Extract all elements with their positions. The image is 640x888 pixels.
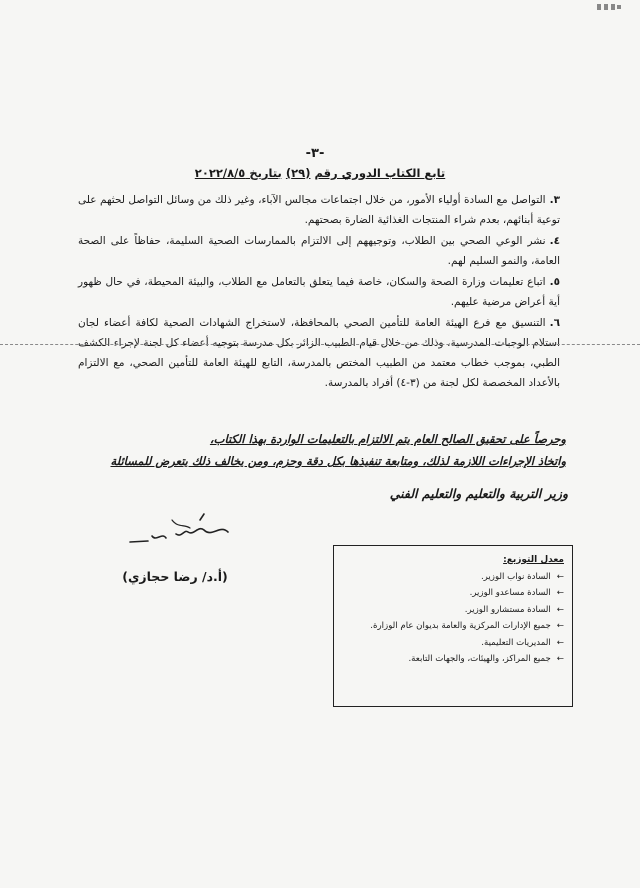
arrow-left-icon: ← [556, 621, 564, 631]
distribution-item: ←السادة نواب الوزير. [340, 569, 564, 586]
distribution-title: معدل التوزيع: [503, 555, 564, 565]
distribution-item: ←جميع الإدارات المركزية والعامة بديوان عام الوزارة. [340, 618, 564, 635]
circular-number: (٢٩) [285, 166, 311, 180]
item-number: ٤. [549, 235, 560, 247]
handwritten-signature [108, 508, 248, 568]
arrow-left-icon: ← [556, 588, 564, 598]
closing-paragraph [76, 428, 566, 472]
signatory-name: (أ.د/ رضا حجازي) [122, 569, 228, 584]
minister-title: وزير التربية والتعليم والتعليم الفني [389, 486, 568, 501]
phone-status-icon [596, 2, 622, 12]
arrow-left-icon: ← [556, 654, 564, 664]
circular-date: بتاريخ ٢٠٢٢/٨/٥ [194, 166, 282, 180]
instructions-list [78, 190, 560, 394]
fold-line [0, 344, 640, 345]
list-item [78, 231, 560, 271]
list-item [78, 313, 560, 393]
distribution-box [333, 545, 573, 707]
heading-prefix: تابع الكتاب الدوري رقم [314, 166, 446, 180]
arrow-left-icon: ← [556, 571, 564, 582]
item-number: ٣. [549, 194, 560, 206]
distribution-item: ←السادة مستشارو الوزير. [340, 602, 564, 619]
item-text: التواصل مع السادة أولياء الأمور، من خلال اجتماعات مجالس الآباء، وغير ذلك من وسائل التواصل لحثهم على توعية أبنائهم، بعدم شراء المنتجات الغذائية الضارة بصحتهم. [78, 194, 560, 226]
distribution-item: ←جميع المراكز، والهيئات، والجهات التابعة. [340, 651, 564, 668]
document-heading [150, 166, 490, 180]
item-number: ٦. [549, 317, 560, 329]
list-item [78, 272, 560, 312]
closing-line: واتخاذ الإجراءات اللازمة لذلك، ومتابعة تنفيذها بكل دقة وحزم، ومن يخالف ذلك يتعرض للمسائلة [110, 454, 566, 468]
page-number: -٣- [305, 146, 325, 161]
item-text: اتباع تعليمات وزارة الصحة والسكان، خاصة فيما يتعلق بالتعامل مع الطلاب، والبيئة المحيطة، في حال ظهور أية أعراض مرضية عليهم. [78, 276, 560, 308]
closing-line: وحرصاً على تحقيق الصالح العام يتم الالتزام بالتعليمات الواردة بهذا الكتاب، [209, 432, 566, 446]
arrow-left-icon: ← [556, 637, 564, 648]
item-number: ٥. [549, 276, 560, 288]
distribution-item: ←المديريات التعليمية. [340, 635, 564, 652]
item-text: نشر الوعي الصحي بين الطلاب، وتوجيههم إلى الالتزام بالممارسات الصحية السليمة، حفاظاً على الصحة العامة، والنمو السليم لهم. [78, 235, 560, 267]
distribution-item: ←السادة مساعدو الوزير. [340, 585, 564, 602]
list-item [78, 190, 560, 230]
arrow-left-icon: ← [556, 604, 564, 615]
item-text: التنسيق مع فرع الهيئة العامة للتأمين الصحي بالمحافظة، لاستخراج الشهادات الصحية لكافة أعضاء لجان استلام الوجبات المدرسية، وذلك من خلال قيام الطبيب الزائر بكل مدرسة بتوجيه أعضاء كل لجنة لإجراء الكشف الطبي، بموجب خطاب معتمد من الطبيب المختص بالمدرسة، التابع للهيئة العامة للتأمين الصحي، مع الالتزام بالأعداد المخصصة لكل لجنة من (٣-٤) أفراد بالمدرسة. [78, 317, 560, 389]
